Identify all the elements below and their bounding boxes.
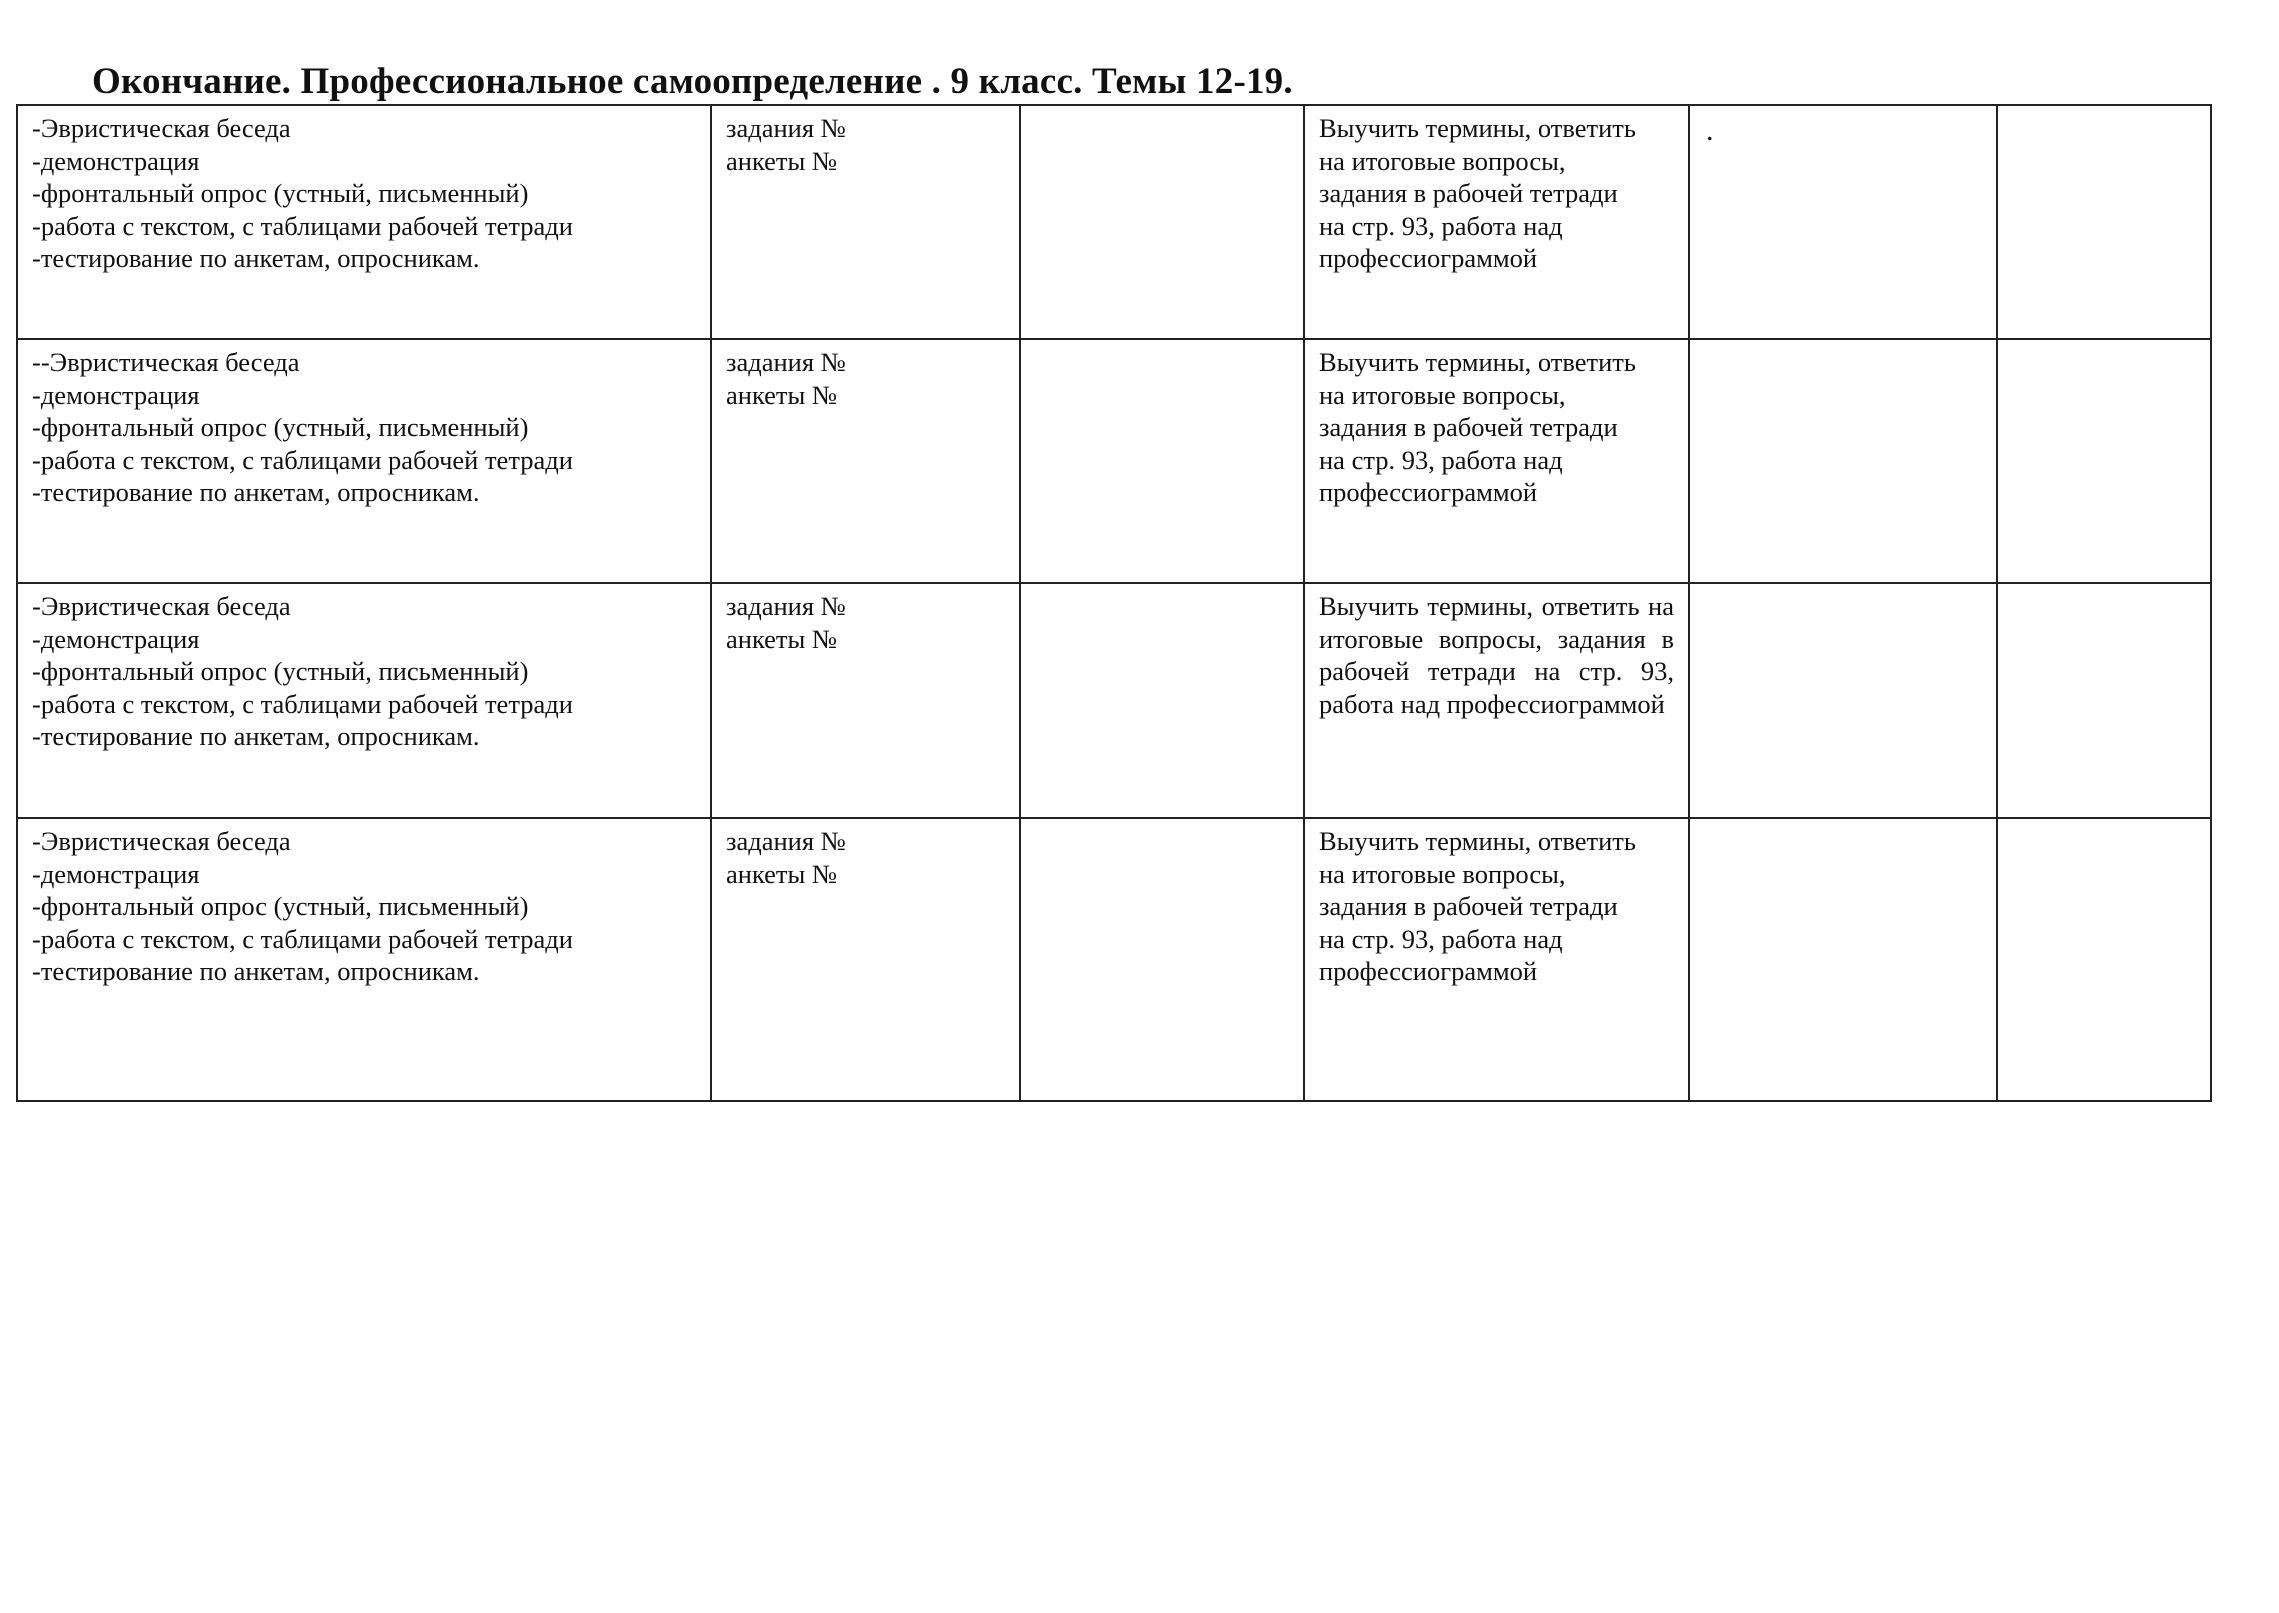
method-item: -тестирование по анкетам, опросникам.: [32, 477, 480, 507]
control-cell: [711, 583, 1020, 818]
control-cell: [711, 105, 1020, 339]
control-cell: [711, 818, 1020, 1101]
lesson-plan-table: [16, 104, 2212, 1102]
homework-text: Выучить термины, ответить на итоговые вопросы, задания в рабочей тетради на стр. 93, работа над профессиограммой: [1319, 113, 1636, 273]
empty-cell: [1020, 818, 1304, 1101]
method-item: -фронтальный опрос (устный, письменный): [32, 891, 529, 921]
methods-cell: [17, 818, 711, 1101]
method-item: -работа с текстом, с таблицами рабочей тетради: [32, 210, 573, 241]
homework-cell: [1304, 583, 1689, 818]
empty-cell: [1997, 105, 2211, 339]
method-item: -фронтальный опрос (устный, письменный): [32, 178, 529, 208]
dot-mark: .: [1706, 114, 1714, 147]
empty-cell: [1689, 583, 1997, 818]
control-cell: [711, 339, 1020, 583]
method-item: -тестирование по анкетам, опросникам.: [32, 243, 480, 273]
method-item: -демонстрация: [32, 623, 200, 654]
empty-cell: [1997, 583, 2211, 818]
empty-cell: [1997, 818, 2211, 1101]
empty-cell: [1020, 339, 1304, 583]
homework-cell: [1304, 339, 1689, 583]
questionnaires-label: анкеты №: [726, 623, 838, 654]
empty-cell: [1020, 583, 1304, 818]
empty-cell: [1997, 339, 2211, 583]
method-item: --Эвристическая беседа: [32, 347, 300, 377]
method-item: -тестирование по анкетам, опросникам.: [32, 956, 480, 986]
homework-text: Выучить термины, ответить на итоговые вопросы, задания в рабочей тетради на стр. 93, работа над профессиограммой: [1319, 347, 1636, 507]
empty-cell: [1689, 818, 1997, 1101]
method-item: -Эвристическая беседа: [32, 113, 291, 143]
tasks-label: задания №: [726, 826, 846, 856]
questionnaires-label: анкеты №: [726, 858, 838, 889]
table-row: [17, 583, 2211, 818]
homework-text: Выучить термины, ответить на итоговые вопросы, задания в рабочей тетради на стр. 93, работа над профессиограммой: [1319, 826, 1636, 986]
method-item: -демонстрация: [32, 379, 200, 410]
homework-cell: [1304, 105, 1689, 339]
page-title: Окончание. Профессиональное самоопределение . 9 класс. Темы 12-19.: [92, 61, 1293, 102]
method-item: -Эвристическая беседа: [32, 826, 291, 856]
method-item: -работа с текстом, с таблицами рабочей тетради: [32, 444, 573, 475]
table-row: [17, 818, 2211, 1101]
notes-cell: [1689, 105, 1997, 339]
method-item: -тестирование по анкетам, опросникам.: [32, 721, 480, 751]
method-item: -работа с текстом, с таблицами рабочей тетради: [32, 688, 573, 719]
questionnaires-label: анкеты №: [726, 379, 838, 410]
homework-text: Выучить термины, ответить на итоговые вопросы, задания в рабочей тетради на стр. 93, работа над профессиограммой: [1319, 591, 1674, 719]
methods-cell: [17, 105, 711, 339]
tasks-label: задания №: [726, 113, 846, 143]
methods-cell: [17, 583, 711, 818]
tasks-label: задания №: [726, 347, 846, 377]
method-item: -демонстрация: [32, 858, 200, 889]
tasks-label: задания №: [726, 591, 846, 621]
table-row: [17, 105, 2211, 339]
homework-cell: [1304, 818, 1689, 1101]
method-item: -фронтальный опрос (устный, письменный): [32, 656, 529, 686]
method-item: -работа с текстом, с таблицами рабочей тетради: [32, 923, 573, 954]
method-item: -фронтальный опрос (устный, письменный): [32, 412, 529, 442]
questionnaires-label: анкеты №: [726, 145, 838, 176]
empty-cell: [1020, 105, 1304, 339]
methods-cell: [17, 339, 711, 583]
empty-cell: [1689, 339, 1997, 583]
method-item: -демонстрация: [32, 145, 200, 176]
table-row: [17, 339, 2211, 583]
method-item: -Эвристическая беседа: [32, 591, 291, 621]
